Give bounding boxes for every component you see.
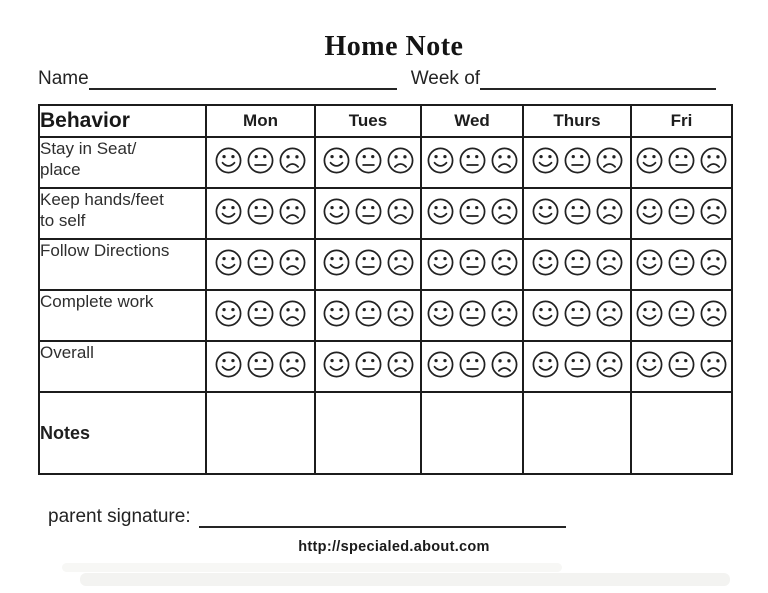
happy-face-icon — [426, 299, 455, 328]
neutral-face-icon — [458, 146, 487, 175]
notes-cell-thurs — [523, 392, 631, 474]
behavior-label: Stay in Seat/ place — [39, 137, 206, 188]
behavior-label: Complete work — [39, 290, 206, 341]
happy-face-icon — [426, 197, 455, 226]
happy-face-icon — [635, 248, 664, 277]
neutral-face-icon — [458, 299, 487, 328]
name-blank-line — [89, 68, 397, 90]
notes-cell-wed — [421, 392, 523, 474]
behavior-label: Follow Directions — [39, 239, 206, 290]
happy-face-icon — [635, 299, 664, 328]
scan-artifact — [80, 573, 730, 586]
neutral-face-icon — [563, 299, 592, 328]
sad-face-icon — [490, 299, 519, 328]
rating-cell-tues — [315, 188, 421, 239]
rating-cell-wed — [421, 290, 523, 341]
rating-cell-mon — [206, 239, 315, 290]
neutral-face-icon — [667, 350, 696, 379]
rating-cell-fri — [631, 341, 732, 392]
sad-face-icon — [595, 197, 624, 226]
face-rating-group — [322, 350, 415, 379]
sad-face-icon — [278, 146, 307, 175]
neutral-face-icon — [563, 197, 592, 226]
happy-face-icon — [531, 197, 560, 226]
behavior-label: Overall — [39, 341, 206, 392]
behavior-column-header: Behavior — [39, 105, 206, 137]
day-header-mon: Mon — [206, 105, 315, 137]
face-rating-group — [214, 197, 307, 226]
face-rating-group — [426, 299, 519, 328]
neutral-face-icon — [563, 248, 592, 277]
rating-cell-mon — [206, 290, 315, 341]
sad-face-icon — [595, 350, 624, 379]
week-of-label: Week of — [410, 68, 481, 89]
day-header-fri: Fri — [631, 105, 732, 137]
face-rating-group — [214, 299, 307, 328]
parent-signature-label: parent signature: — [48, 506, 191, 527]
sad-face-icon — [699, 197, 728, 226]
page-title: Home Note — [324, 31, 464, 62]
notes-cell-fri — [631, 392, 732, 474]
face-rating-group — [635, 350, 728, 379]
name-label: Name — [38, 68, 89, 89]
neutral-face-icon — [667, 146, 696, 175]
face-rating-group — [322, 248, 415, 277]
neutral-face-icon — [246, 350, 275, 379]
sad-face-icon — [386, 197, 415, 226]
happy-face-icon — [214, 248, 243, 277]
day-header-thurs: Thurs — [523, 105, 631, 137]
happy-face-icon — [214, 299, 243, 328]
face-rating-group — [531, 350, 624, 379]
rating-cell-wed — [421, 188, 523, 239]
sad-face-icon — [278, 197, 307, 226]
rating-cell-tues — [315, 290, 421, 341]
notes-cell-mon — [206, 392, 315, 474]
sad-face-icon — [595, 248, 624, 277]
happy-face-icon — [531, 299, 560, 328]
face-rating-group — [426, 197, 519, 226]
parent-signature-row — [48, 502, 608, 528]
sad-face-icon — [386, 350, 415, 379]
neutral-face-icon — [354, 197, 383, 226]
neutral-face-icon — [667, 197, 696, 226]
name-week-row — [38, 66, 728, 90]
rating-cell-wed — [421, 341, 523, 392]
scan-artifact — [62, 563, 562, 572]
happy-face-icon — [426, 146, 455, 175]
behavior-table — [38, 104, 733, 475]
rating-cell-mon — [206, 188, 315, 239]
behavior-row — [39, 188, 732, 239]
happy-face-icon — [531, 350, 560, 379]
sad-face-icon — [490, 350, 519, 379]
rating-cell-tues — [315, 239, 421, 290]
happy-face-icon — [531, 248, 560, 277]
face-rating-group — [531, 299, 624, 328]
happy-face-icon — [214, 197, 243, 226]
neutral-face-icon — [667, 299, 696, 328]
happy-face-icon — [635, 146, 664, 175]
rating-cell-tues — [315, 341, 421, 392]
rating-cell-wed — [421, 137, 523, 188]
face-rating-group — [635, 299, 728, 328]
rating-cell-fri — [631, 137, 732, 188]
face-rating-group — [531, 197, 624, 226]
happy-face-icon — [322, 248, 351, 277]
rating-cell-mon — [206, 341, 315, 392]
day-header-tues: Tues — [315, 105, 421, 137]
neutral-face-icon — [246, 146, 275, 175]
neutral-face-icon — [354, 146, 383, 175]
sad-face-icon — [278, 248, 307, 277]
table-header-row — [39, 105, 732, 137]
face-rating-group — [426, 350, 519, 379]
neutral-face-icon — [354, 350, 383, 379]
rating-cell-thurs — [523, 290, 631, 341]
sad-face-icon — [699, 146, 728, 175]
rating-cell-fri — [631, 239, 732, 290]
source-url: http://specialed.about.com — [298, 539, 490, 555]
happy-face-icon — [322, 299, 351, 328]
face-rating-group — [214, 350, 307, 379]
happy-face-icon — [214, 350, 243, 379]
neutral-face-icon — [246, 248, 275, 277]
face-rating-group — [635, 146, 728, 175]
neutral-face-icon — [563, 350, 592, 379]
neutral-face-icon — [246, 299, 275, 328]
happy-face-icon — [322, 146, 351, 175]
rating-cell-tues — [315, 137, 421, 188]
behavior-row — [39, 341, 732, 392]
face-rating-group — [635, 248, 728, 277]
face-rating-group — [322, 197, 415, 226]
rating-cell-thurs — [523, 188, 631, 239]
face-rating-group — [531, 248, 624, 277]
day-header-wed: Wed — [421, 105, 523, 137]
face-rating-group — [426, 146, 519, 175]
happy-face-icon — [426, 350, 455, 379]
sad-face-icon — [386, 248, 415, 277]
sad-face-icon — [490, 146, 519, 175]
face-rating-group — [322, 299, 415, 328]
happy-face-icon — [531, 146, 560, 175]
neutral-face-icon — [246, 197, 275, 226]
rating-cell-thurs — [523, 341, 631, 392]
happy-face-icon — [635, 350, 664, 379]
sad-face-icon — [699, 350, 728, 379]
behavior-row — [39, 137, 732, 188]
sad-face-icon — [699, 248, 728, 277]
face-rating-group — [214, 146, 307, 175]
happy-face-icon — [322, 350, 351, 379]
neutral-face-icon — [458, 350, 487, 379]
sad-face-icon — [490, 248, 519, 277]
sad-face-icon — [490, 197, 519, 226]
week-of-blank-line — [480, 68, 716, 90]
neutral-face-icon — [563, 146, 592, 175]
parent-signature-blank-line — [199, 506, 566, 528]
sad-face-icon — [278, 299, 307, 328]
face-rating-group — [635, 197, 728, 226]
neutral-face-icon — [354, 248, 383, 277]
sad-face-icon — [595, 146, 624, 175]
sad-face-icon — [699, 299, 728, 328]
neutral-face-icon — [458, 197, 487, 226]
happy-face-icon — [322, 197, 351, 226]
rating-cell-fri — [631, 188, 732, 239]
sad-face-icon — [595, 299, 624, 328]
rating-cell-mon — [206, 137, 315, 188]
happy-face-icon — [426, 248, 455, 277]
notes-cell-tues — [315, 392, 421, 474]
face-rating-group — [531, 146, 624, 175]
happy-face-icon — [214, 146, 243, 175]
neutral-face-icon — [354, 299, 383, 328]
rating-cell-thurs — [523, 137, 631, 188]
notes-row — [39, 392, 732, 474]
rating-cell-wed — [421, 239, 523, 290]
sad-face-icon — [278, 350, 307, 379]
face-rating-group — [426, 248, 519, 277]
neutral-face-icon — [667, 248, 696, 277]
happy-face-icon — [635, 197, 664, 226]
face-rating-group — [322, 146, 415, 175]
sad-face-icon — [386, 299, 415, 328]
behavior-row — [39, 239, 732, 290]
rating-cell-thurs — [523, 239, 631, 290]
neutral-face-icon — [458, 248, 487, 277]
behavior-row — [39, 290, 732, 341]
face-rating-group — [214, 248, 307, 277]
rating-cell-fri — [631, 290, 732, 341]
behavior-label: Keep hands/feet to self — [39, 188, 206, 239]
sad-face-icon — [386, 146, 415, 175]
notes-label: Notes — [39, 392, 206, 474]
